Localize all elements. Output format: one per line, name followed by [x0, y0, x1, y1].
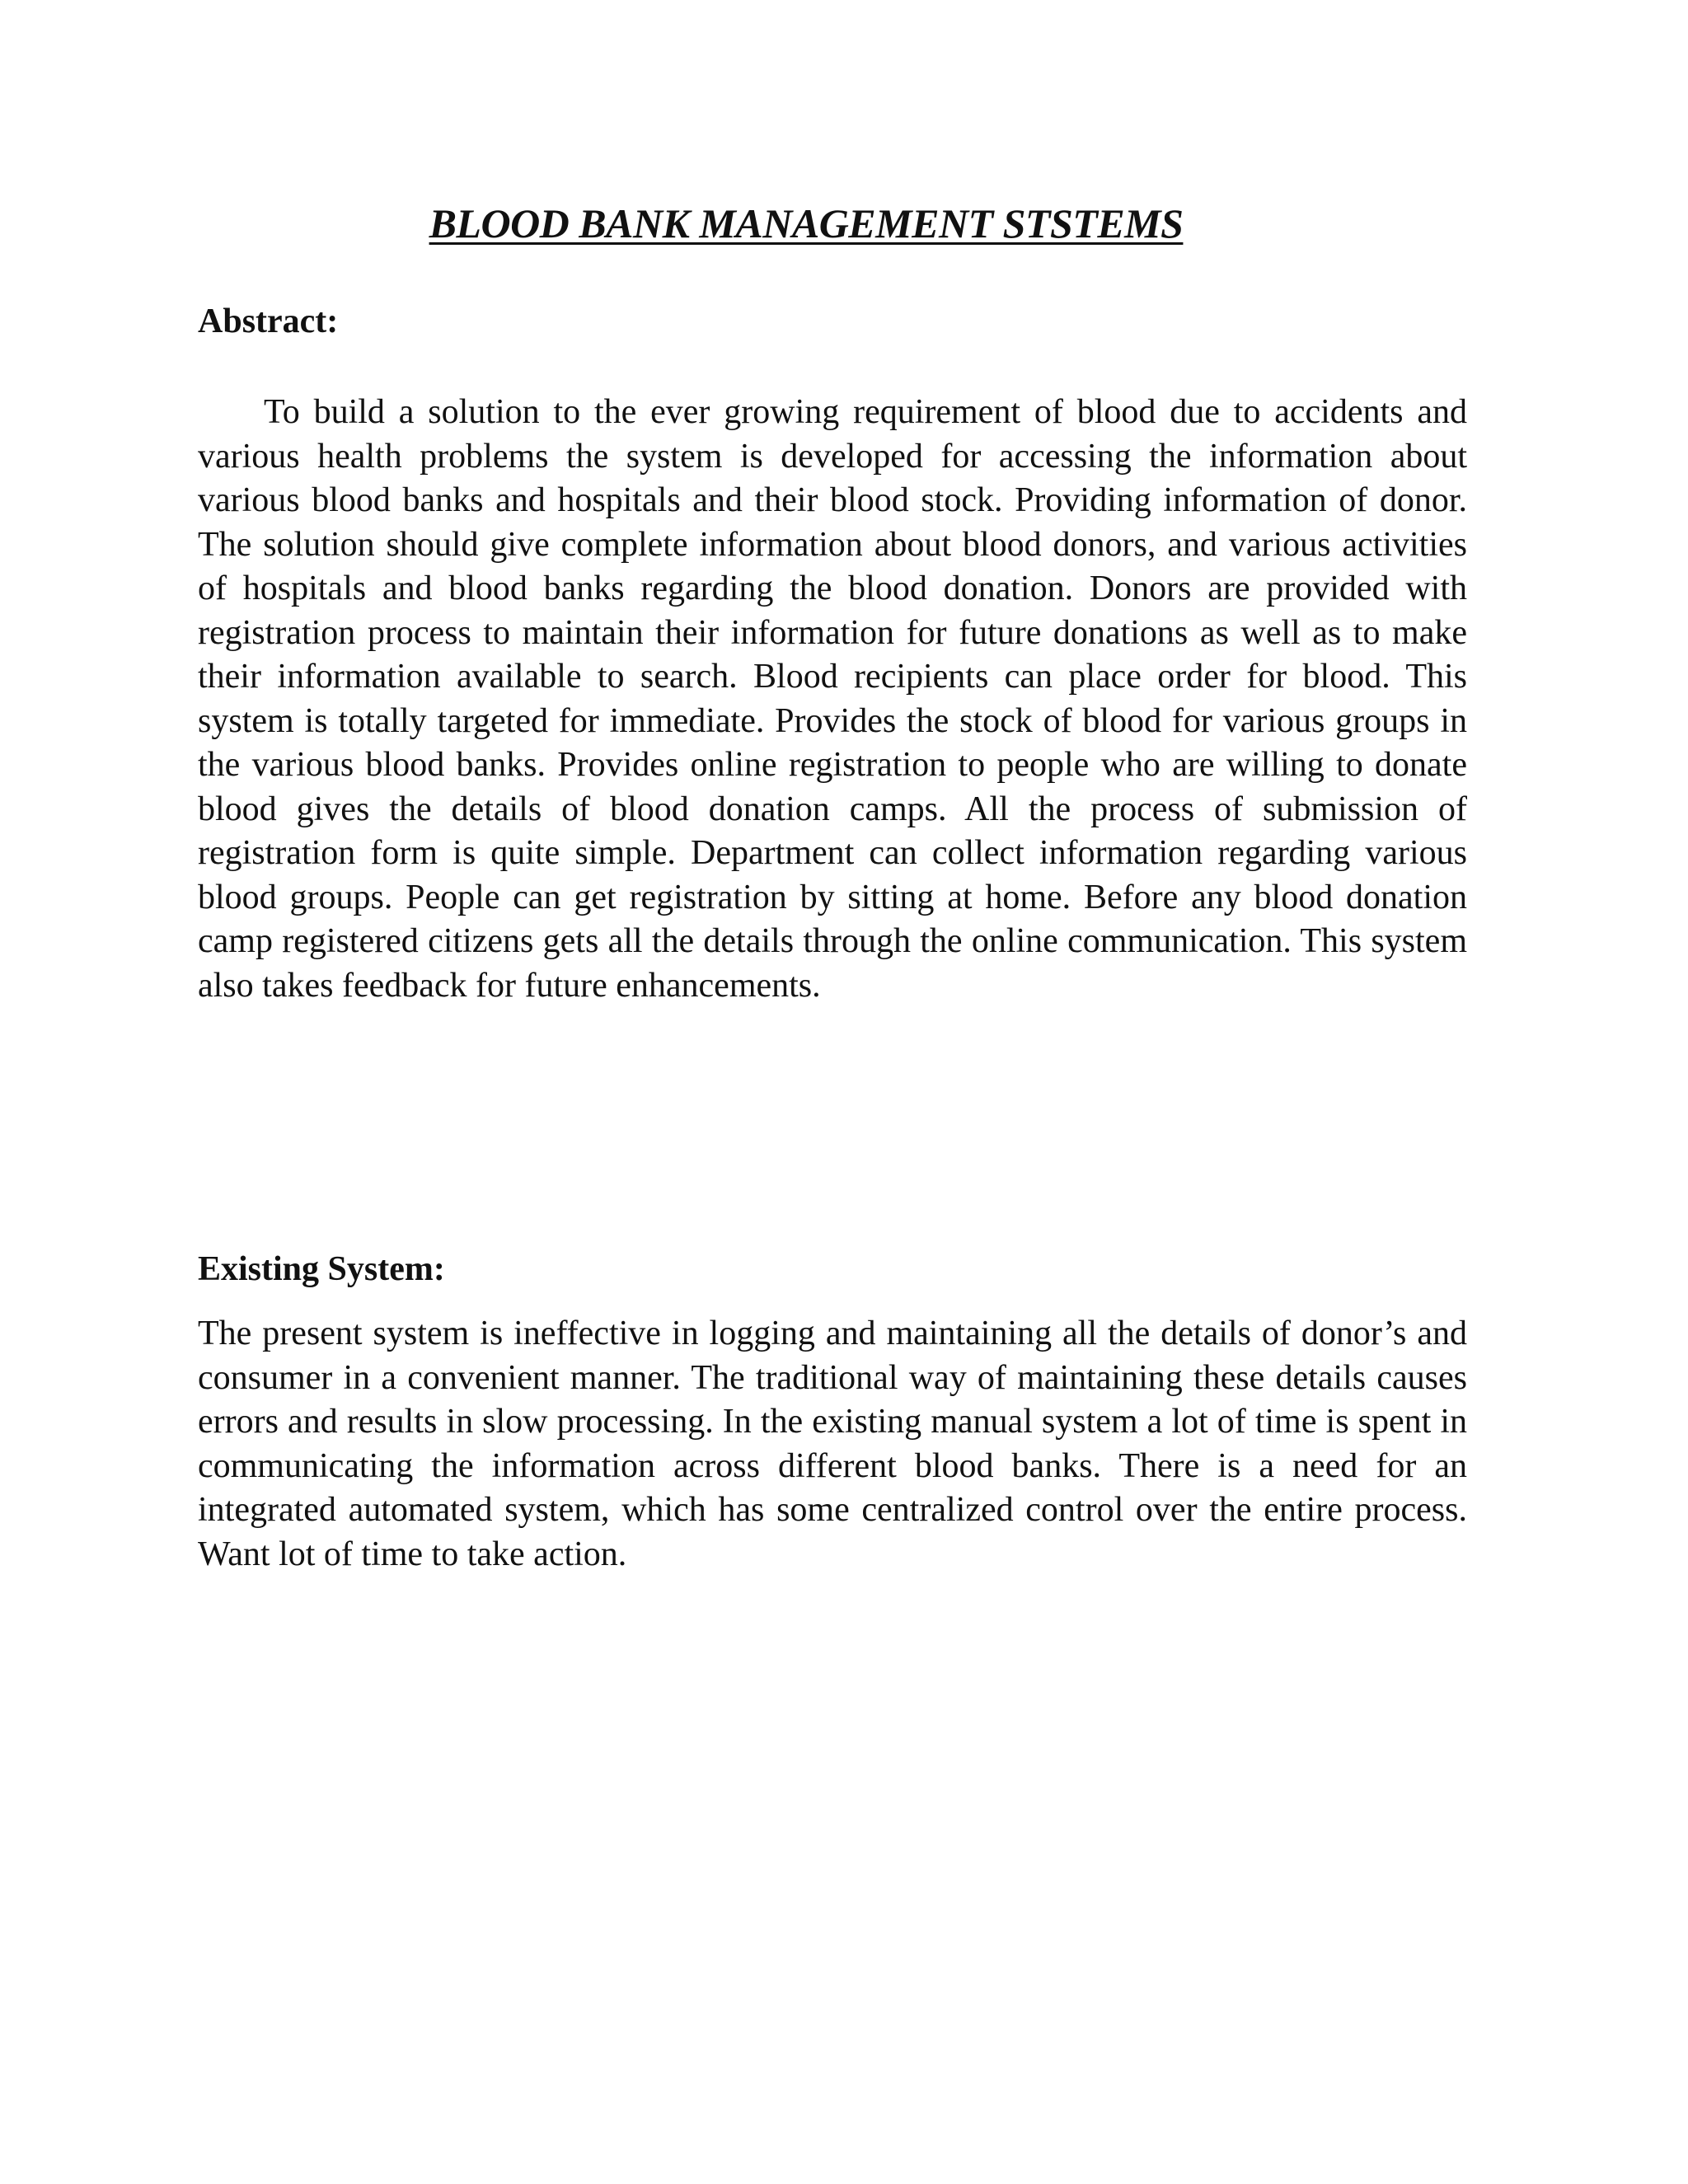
section-body-existing-system: The present system is ineffective in logging and maintaining all the details of donor’s and consumer in a convenient manner. The traditional way of maintaining these details causes errors and results in slow processing. In the existing manual system a lot of time is spent in communicating the information across different blood banks. There is a need for an integrated automated system, which has some centralized control over the entire process. Want lot of time to take action.	[198, 1315, 1467, 1573]
section-heading-abstract: Abstract:	[198, 302, 339, 340]
document-title: BLOOD BANK MANAGEMENT STSTEMS	[429, 200, 1184, 246]
section-heading-existing-system: Existing System:	[198, 1250, 445, 1288]
section-body-abstract: To build a solution to the ever growing requirement of blood due to accidents and various health problems the system is developed for accessing the information about various blood banks and hospitals and their blood stock. Providing information of donor. The solution should give complete information about blood donors, and various activities of hospitals and blood banks regarding the blood donation. Donors are provided with registration process to maintain their information for future donations as well as to make their information available to search. Blood recipients can place order for blood. This system is totally targeted for immediate. Provides the stock of blood for various groups in the various blood banks. Provides online registration to people who are willing to donate blood gives the details of blood donation camps. All the process of submission of registration form is quite simple. Department can collect information regarding various blood groups. People can get registration by sitting at home. Before any blood donation camp registered citizens gets all the details through the online communication. This system also takes feedback for future enhancements.	[198, 393, 1467, 1005]
